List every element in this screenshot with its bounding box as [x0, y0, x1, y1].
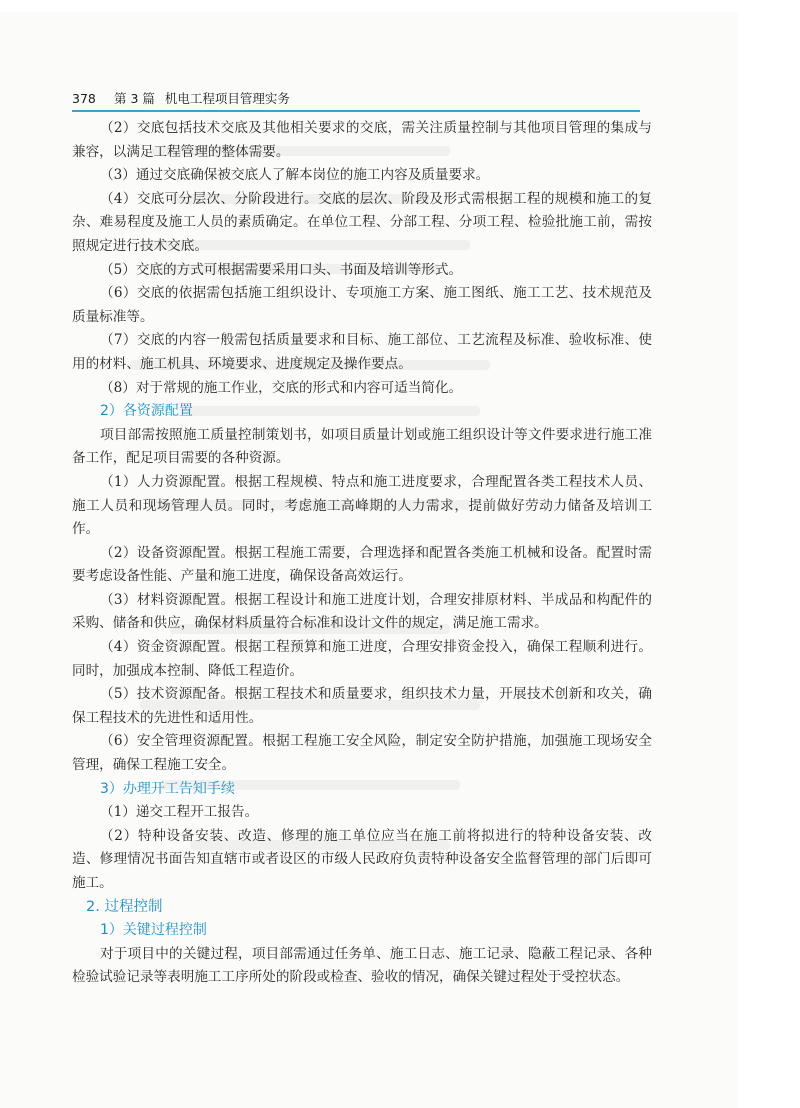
- paragraph: （3）材料资源配置。根据工程设计和施工进度计划，合理安排原材料、半成品和构配件的采购、储备和供应，确保材料质量符合标准和设计文件的规定，满足施工需求。: [72, 591, 652, 632]
- paragraph: （3）通过交底确保被交底人了解本岗位的施工内容及质量要求。: [100, 167, 490, 184]
- part-label: 第 3 篇: [114, 91, 155, 106]
- paragraph: （7）交底的内容一般需包括质量要求和目标、施工部位、工艺流程及标准、验收标准、使用的材料、施工机具、环境要求、进度规定及操作要点。: [72, 332, 652, 372]
- section-heading: 2. 过程控制: [86, 898, 163, 915]
- part-title: 机电工程项目管理实务: [164, 91, 290, 106]
- paragraph: （2）特种设备安装、改造、修理的施工单位应当在施工前将拟进行的特种设备安装、改造、修理情况书面告知直辖市或者设区的市级人民政府负责特种设备安全监督管理的部门后即可施工。: [72, 827, 652, 891]
- paragraph: （4）交底可分层次、分阶段进行。交底的层次、阶段及形式需根据工程的规模和施工的复杂、难易程度及施工人员的素质确定。在单位工程、分部工程、分项工程、检验批施工前，需按照规定进行技术交底。: [72, 190, 652, 254]
- subsection-heading: 1）关键过程控制: [100, 922, 207, 939]
- paragraph: （2）交底包括技术交底及其他相关要求的交底，需关注质量控制与其他项目管理的集成与兼容，以满足工程管理的整体需要。: [72, 120, 652, 160]
- paragraph: （2）设备资源配置。根据工程施工需要，合理选择和配置各类施工机械和设备。配置时需要考虑设备性能、产量和施工进度，确保设备高效运行。: [72, 544, 652, 585]
- header-rule: [72, 110, 640, 112]
- scan-margin-top: [0, 0, 800, 12]
- paragraph: （5）技术资源配备。根据工程技术和质量要求，组织技术力量，开展技术创新和攻关，确保工程技术的先进性和适用性。: [72, 686, 652, 726]
- paragraph: （1）人力资源配置。根据工程规模、特点和施工进度要求，合理配置各类工程技术人员、施工人员和现场管理人员。同时，考虑施工高峰期的人力需求，提前做好劳动力储备及培训工作。: [72, 473, 652, 538]
- body-text: [72, 117, 652, 990]
- scan-margin-right: [738, 0, 800, 1108]
- paragraph: （4）资金资源配置。根据工程预算和施工进度，合理安排资金投入，确保工程顺利进行。同时，加强成本控制、降低工程造价。: [72, 639, 652, 679]
- paragraph: （6）交底的依据需包括施工组织设计、专项施工方案、施工图纸、施工工艺、技术规范及质量标准等。: [72, 285, 652, 325]
- running-header: [72, 86, 640, 110]
- paragraph: （6）安全管理资源配置。根据工程施工安全风险，制定安全防护措施，加强施工现场安全管理，确保工程施工安全。: [72, 733, 652, 774]
- page-number: 378: [72, 90, 96, 106]
- paragraph: 对于项目中的关键过程，项目部需通过任务单、施工日志、施工记录、隐蔽工程记录、各种检验试验记录等表明施工工序所处的阶段或检查、验收的情况，确保关键过程处于受控状态。: [72, 945, 652, 986]
- paragraph: （5）交底的方式可根据需要采用口头、书面及培训等形式。: [100, 261, 463, 278]
- paragraph: （8）对于常规的施工作业，交底的形式和内容可适当简化。: [100, 379, 463, 396]
- subsection-heading: 3）办理开工告知手续: [100, 780, 235, 797]
- subsection-heading: 2）各资源配置: [100, 403, 193, 420]
- paragraph: （1）递交工程开工报告。: [100, 804, 259, 821]
- paragraph: 项目部需按照施工质量控制策划书，如项目质量计划或施工组织设计等文件要求进行施工准备工作，配足项目需要的各种资源。: [72, 426, 652, 467]
